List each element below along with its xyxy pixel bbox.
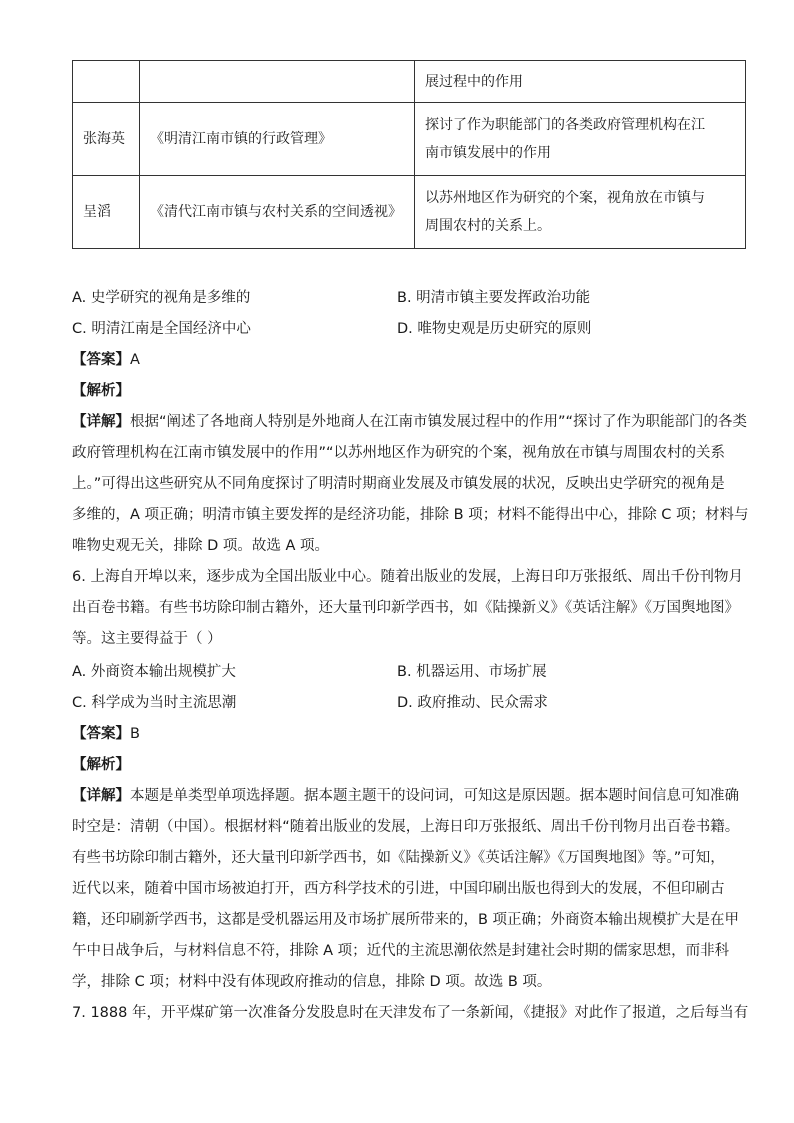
source-table xyxy=(72,60,746,249)
q6-detail-line: 近代以来，随着中国市场被迫打开，西方科学技术的引进，中国印刷出版也得到大的发展，不但印刷古 xyxy=(72,881,725,897)
content-cell xyxy=(415,61,746,103)
author-cell xyxy=(73,61,140,103)
content-line: 探讨了作为职能部门的各类政府管理机构在江 xyxy=(425,117,705,133)
answer-tag: 【答案】 xyxy=(72,726,130,742)
q6-answer xyxy=(72,724,140,744)
author-cell: 张海英 xyxy=(73,103,140,176)
q5-option-d: D. 唯物史观是历史研究的原则 xyxy=(397,321,592,337)
q5-option-a: A. 史学研究的视角是多维的 xyxy=(72,290,251,306)
q6-detail-line: 有些书坊除印制古籍外，还大量刊印新学西书，如《陆操新义》《英话注解》《万国舆地图》等。”可知， xyxy=(72,850,725,866)
title-cell xyxy=(140,61,415,103)
q6-detail-line: 午中日战争后，与材料信息不符，排除 A 项；近代的主流思潮依然是封建社会时期的儒家思想，而非科 xyxy=(72,943,730,959)
table-row xyxy=(73,176,746,249)
table-row xyxy=(73,61,746,103)
content-line: 周围农村的关系上。 xyxy=(425,218,551,234)
q5-option-c: C. 明清江南是全国经济中心 xyxy=(72,321,251,337)
content-line: 南市镇发展中的作用 xyxy=(425,145,551,161)
q5-detail-line: 多维的，A 项正确；明清市镇主要发挥的是经济功能，排除 B 项；材料不能得出中心，排除 C 项；材料与 xyxy=(72,507,749,523)
q6-detail-line: 时空是：清朝（中国）。根据材料“随着出版业的发展，上海日印万张报纸、周出千份刊物月出百卷书籍。 xyxy=(72,819,740,835)
detail-text: 本题是单类型单项选择题。据本题主题干的设问词，可知这是原因题。据本题时间信息可知准确 xyxy=(130,788,739,804)
content-line: 以苏州地区作为研究的个案，视角放在市镇与 xyxy=(425,190,705,206)
author-cell: 呈滔 xyxy=(73,176,140,249)
table-row xyxy=(73,103,746,176)
content-cell xyxy=(415,103,746,176)
title-cell: 《清代江南市镇与农村关系的空间透视》 xyxy=(140,176,415,249)
q6-stem-line: 6. 上海自开埠以来，逐步成为全国出版业中心。随着出版业的发展，上海日印万张报纸、周出千份刊物月 xyxy=(72,569,743,585)
q5-detail-line: 上。”可得出这些研究从不同角度探讨了明清时期商业发展及市镇发展的状况，反映出史学研究的视角是 xyxy=(72,476,725,492)
analysis-tag: 【解析】 xyxy=(72,383,130,399)
q5-detail-line xyxy=(72,412,747,432)
q6-stem-line: 出百卷书籍。有些书坊除印制古籍外，还大量刊印新学西书，如《陆操新义》《英话注解》《万国舆地图》 xyxy=(72,600,739,616)
q5-detail-line: 唯物史观无关，排除 D 项。故选 A 项。 xyxy=(72,538,330,554)
q5-analysis-tag xyxy=(72,381,130,401)
q5-answer xyxy=(72,350,140,370)
answer-value: A xyxy=(130,352,140,368)
q6-option-a: A. 外商资本输出规模扩大 xyxy=(72,664,236,680)
q6-option-d: D. 政府推动、民众需求 xyxy=(397,695,548,711)
detail-text: 根据“阐述了各地商人特别是外地商人在江南市镇发展过程中的作用”“探讨了作为职能部门的各类 xyxy=(130,414,748,430)
q6-option-c: C. 科学成为当时主流思潮 xyxy=(72,695,237,711)
q5-detail-line: 政府管理机构在江南市镇发展中的作用”“以苏州地区作为研究的个案，视角放在市镇与周围农村的关系 xyxy=(72,445,726,461)
answer-tag: 【答案】 xyxy=(72,352,130,368)
answer-value: B xyxy=(130,726,140,742)
q7-stem-line: 7. 1888 年，开平煤矿第一次准备分发股息时在天津发布了一条新闻，《捷报》对此作了报道，之后每当有 xyxy=(72,1005,749,1021)
q6-option-b: B. 机器运用、市场扩展 xyxy=(397,664,547,680)
content-cell xyxy=(415,176,746,249)
content-line: 展过程中的作用 xyxy=(425,73,523,90)
q6-analysis-tag xyxy=(72,755,130,775)
detail-tag: 【详解】 xyxy=(72,414,130,430)
detail-tag: 【详解】 xyxy=(72,788,130,804)
q6-stem-line: 等。这主要得益于（ ） xyxy=(72,631,222,647)
analysis-tag: 【解析】 xyxy=(72,757,130,773)
q6-detail-line: 籍，还印刷新学西书，这都是受机器运用及市场扩展所带来的，B 项正确；外商资本输出规模扩大是在甲 xyxy=(72,912,740,928)
q6-detail-line xyxy=(72,786,739,806)
title-cell: 《明清江南市镇的行政管理》 xyxy=(140,103,415,176)
q6-detail-line: 学，排除 C 项；材料中没有体现政府推动的信息，排除 D 项。故选 B 项。 xyxy=(72,974,552,990)
q5-option-b: B. 明清市镇主要发挥政治功能 xyxy=(397,290,591,306)
